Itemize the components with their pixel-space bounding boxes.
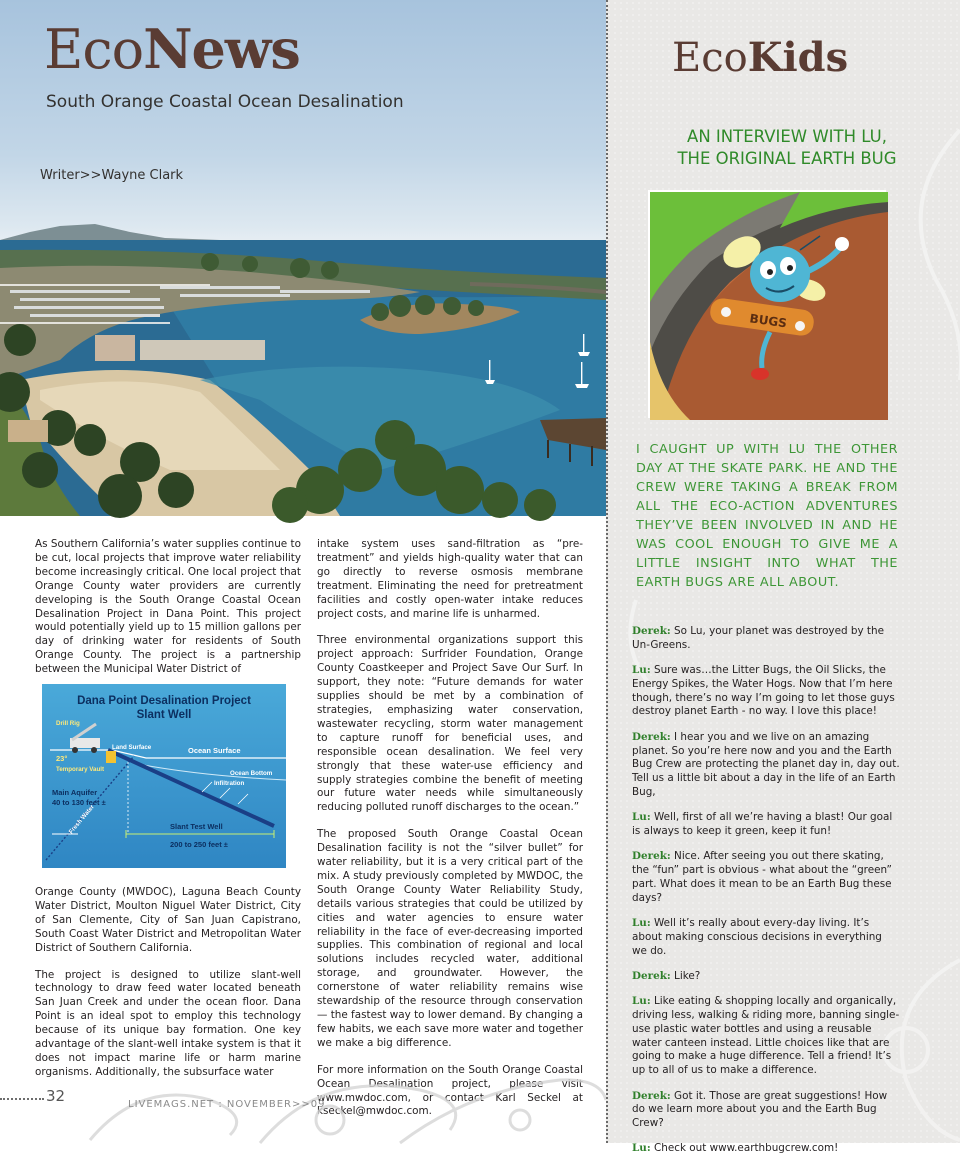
- well-length-note: ±: [223, 840, 228, 849]
- econews-title: [44, 17, 300, 81]
- aquifer-depth-note: ±: [101, 798, 106, 807]
- interview-line: [632, 917, 900, 958]
- article-column-1-top: [35, 538, 301, 690]
- article-paragraph: Orange County (MWDOC), Laguna Beach County Water District, Moulton Niguel Water District, City of San Clemente, City of San Juan Capistrano, South Coast Water District and Metropolitan Water District of Southern California.: [35, 886, 301, 954]
- main-aquifer-label: Main Aquifer: [52, 788, 98, 797]
- aquifer-depth-label: [52, 798, 106, 807]
- interview-text: Got it. Those are great suggestions! How do we learn more about you and the Earth Bug Crew?: [632, 1089, 888, 1130]
- speaker-name: Derek:: [632, 625, 671, 637]
- interview-text: Well, first of all we’re having a blast! Our goal is always to keep it green, keep it fun!: [632, 811, 893, 838]
- diagram-title-line2: Slant Well: [136, 709, 192, 721]
- speaker-name: Derek:: [632, 1089, 671, 1102]
- slant-test-well-label: Slant Test Well: [170, 822, 223, 831]
- interview-text: Well it’s really about every-day living. It’s about making conscious decisions in everything we do.: [632, 917, 882, 957]
- footer-rule: [0, 1098, 44, 1100]
- page-number: 32: [46, 1087, 66, 1105]
- earth-bug-illustration: [650, 192, 888, 420]
- interview-text: Like?: [670, 969, 701, 982]
- article-paragraph: As Southern California’s water supplies continue to be cut, local projects that improve water reliability become increasingly critical. One local project that Orange County water providers are currently developing is the South Orange Coastal Ocean Desalination Project in Dana Point. This project would potentially yield up to 15 million gallons per day of drinking water for residents of South Orange County. The project is a partnership between the Municipal Water District of: [35, 538, 301, 676]
- interview-text: So Lu, your planet was destroyed by the Un-Greens.: [632, 625, 884, 651]
- writer-credit: Writer>>Wayne Clark: [40, 168, 184, 183]
- land-surface-label: Land Surface: [112, 744, 152, 751]
- footer-credit: LIVEMAGS.NET : NOVEMBER>>09: [128, 1099, 326, 1110]
- article-paragraph: intake system uses sand-filtration as “pre-treatment” and yields high-quality water that can go directly to reverse osmosis membrane treatment. Eliminating the need for pretreatment facilities and costly open-water intake reduces project costs, and marine life is unharmed.: [317, 538, 583, 620]
- ecokids-title-bold: Kids: [747, 34, 849, 81]
- angle-label: 23°: [56, 754, 68, 763]
- article-paragraph: The project is designed to utilize slant-well technology to draw feed water located beneath San Juan Creek and under the ocean floor. Dana Point is an ideal spot to employ this technology because of its unique bay formation. One key advantage of the slant-well intake system is that it does not impact marine life or harm marine organisms. Additionally, the subsurface water: [35, 968, 301, 1078]
- drill-rig-label: Drill Rig: [56, 720, 80, 727]
- slant-well-diagram: [42, 684, 286, 868]
- interview-line: [632, 811, 900, 839]
- dana-point-harbor-photo: [0, 0, 606, 516]
- interview-text: Like eating & shopping locally and organically, driving less, walking & riding more, banning single-use plastic water bottles and using a reusable water canteen instead. Little choices like that are going to make a huge difference. Tell a friend! It’s up to all of us to make a difference.: [632, 995, 900, 1077]
- infiltration-label: Infiltration: [214, 780, 245, 787]
- interview-text: Nice. After seeing you out there skating, the “fun” part is obvious - what about the “green” part. What does it mean to be an Earth Bug these days?: [632, 850, 892, 904]
- diagram-title-line1: Dana Point Desalination Project: [77, 695, 251, 707]
- interview-line: [632, 731, 900, 800]
- interview-line: [632, 625, 900, 653]
- article-subtitle: South Orange Coastal Ocean Desalination: [46, 92, 404, 112]
- interview-dialog: [632, 625, 900, 1168]
- interview-headline: [632, 126, 942, 170]
- speaker-name: Lu:: [632, 995, 651, 1008]
- speaker-name: Lu:: [632, 664, 651, 677]
- temporary-vault-label: Temporary Vault: [56, 766, 105, 773]
- article-paragraph: For more information on the South Orange Coastal Ocean Desalination project, please visit www.mwdoc.com, or contact Karl Seckel at kseckel@mwdoc.com.: [317, 1063, 583, 1118]
- interview-line: [632, 664, 900, 719]
- headline-line1: AN INTERVIEW WITH LU,: [687, 127, 887, 146]
- well-length-label: [170, 840, 228, 849]
- ecokids-title: [672, 34, 849, 81]
- interview-intro: I CAUGHT UP WITH LU THE OTHER DAY AT THE SKATE PARK. HE AND THE CREW WERE TAKING A BREAK FROM ALL THE ECO-ACTION ADVENTURES THEY’VE BEEN INVOLVED IN AND HE WAS COOL ENOUGH TO GIVE ME A LITTLE INSIGHT INTO WHAT THE EARTH BUGS ARE ALL ABOUT.: [636, 442, 898, 590]
- fresh-water-label: Fresh Water: [67, 803, 96, 836]
- earth-bug-skateboard-illustration: [648, 190, 886, 418]
- well-length-value: 200 to 250 feet: [170, 840, 222, 849]
- speaker-name: Lu:: [632, 1142, 651, 1155]
- interview-line: [632, 1090, 900, 1131]
- speaker-name: Derek:: [632, 969, 671, 982]
- diagram-title: [42, 694, 286, 722]
- speaker-name: Derek:: [632, 850, 671, 863]
- interview-line: [632, 850, 900, 905]
- speaker-name: Lu:: [632, 917, 651, 930]
- interview-line: [632, 1142, 900, 1156]
- interview-line: [632, 970, 900, 984]
- ecokids-page: [606, 0, 960, 1155]
- article-paragraph: The proposed South Orange Coastal Ocean Desalination facility is not the “silver bullet” for water reliability, but it is a very critical part of the mix. A study previously completed by MWDOC, the South Orange County Water Reliability Study, details various strategies that could be utilized by cities and water agencies to ensure water reliability in the face of ever-decreasing imported supplies. This combination of regional and local solutions includes recycled water, additional storage, and groundwater. However, the cornerstone of water reliability remains wise stewardship of the resource through conservation — the fastest way to lower demand. By changing a few habits, we each save more water and together we make a big difference.: [317, 828, 583, 1049]
- interview-text: Check out www.earthbugcrew.com!: [650, 1142, 839, 1155]
- speaker-name: Derek:: [632, 730, 671, 743]
- skateboard-text: BUGS: [748, 311, 788, 331]
- speaker-name: Lu:: [632, 811, 651, 824]
- aquifer-depth-value: 40 to 130 feet: [52, 798, 100, 807]
- headline-line2: THE ORIGINAL EARTH BUG: [677, 149, 897, 168]
- econews-title-light: Eco: [44, 18, 144, 81]
- decorative-swirl: [0, 1040, 606, 1143]
- interview-text: I hear you and we live on an amazing planet. So you’re here now and you and the Earth Bug Crew are protecting the planet day in, day out. Tell us a little bit about a day in the life of an Earth Bug,: [632, 730, 900, 798]
- econews-title-bold: News: [143, 17, 300, 81]
- ocean-bottom-label: Ocean Bottom: [230, 770, 273, 777]
- interview-text: Sure was…the Litter Bugs, the Oil Slicks, the Energy Spikes, the Water Hogs. Now that I’m here though, there’s no way I’m going to let those guys destroy planet Earth - no way. I love this place!: [632, 664, 895, 718]
- ocean-surface-label: Ocean Surface: [188, 746, 241, 755]
- article-paragraph: Three environmental organizations support this project approach: Surfrider Foundation, Orange County Coastkeeper and Project Save Our Surf. In support, they note: “Future demands for water supplies should be met by a combination of strategies, emphasizing water conservation, wastewater recycling, storm water management to capture runoff for beneficial uses, and responsible ocean desalination. We feel very strongly that these water-use efficiency and supply strategies combine the benefit of meeting our future water needs while simultaneously reducing polluted runoff discharges to the ocean.”: [317, 634, 583, 814]
- ecokids-title-light: Eco: [672, 35, 748, 81]
- interview-line: [632, 995, 900, 1078]
